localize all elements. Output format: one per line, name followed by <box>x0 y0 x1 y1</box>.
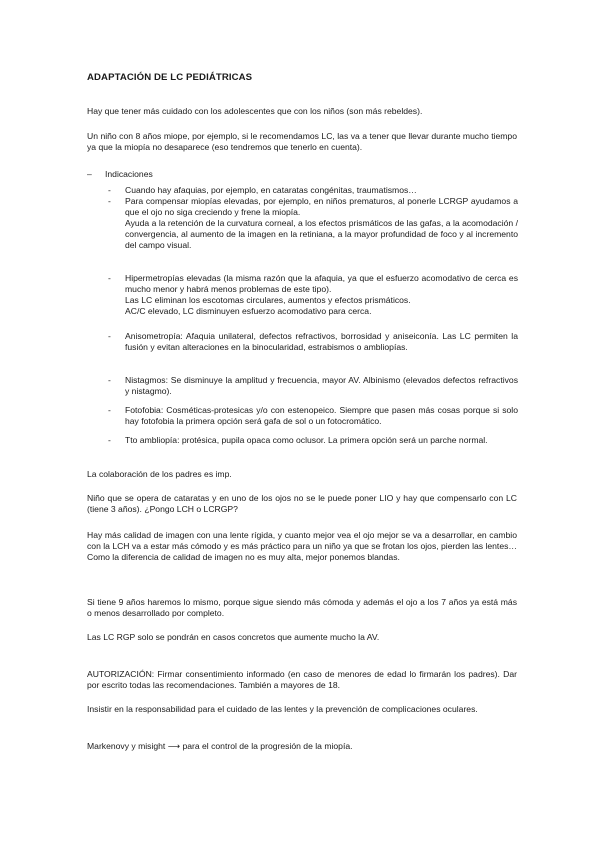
list-item-text: Para compensar miopías elevadas, por ejemplo, en niños prematuros, al ponerle LCRGP ayudamos a que el ojo no siga creciendo y frene la miopía. <box>125 196 518 217</box>
item-marker: - <box>108 185 111 195</box>
list-item <box>108 375 518 397</box>
list-item <box>108 331 518 353</box>
item-marker: - <box>108 375 111 385</box>
indicaciones-label: Indicaciones <box>105 169 153 179</box>
item-marker: - <box>108 435 111 445</box>
dash-marker: – <box>87 169 92 179</box>
list-item-text: Hipermetropías elevadas (la misma razón que la afaquia, ya que el esfuerzo acomodativo de cerca es mucho menor y habrá menos problemas de este tipo). <box>125 273 518 294</box>
last-paragraph <box>87 741 517 753</box>
list-item-text: Ayuda a la retención de la curvatura corneal, a los efectos prismáticos de las gafas, a la acomodación / convergencia, al aumento de la imagen en la retiniana, a la mayor profundidad de foco y al incremento del campo visual. <box>125 218 518 250</box>
list-item-text: Tto ambliopía: protésica, pupila opaca como oclusor. La primera opción será un parche normal. <box>125 435 488 445</box>
arrow-icon: ⟶ <box>167 742 181 752</box>
intro-paragraph-1: Hay que tener más cuidado con los adolescentes que con los niños (son más rebeldes). <box>87 106 423 116</box>
document-title: ADAPTACIÓN DE LC PEDIÁTRICAS <box>87 72 253 83</box>
list-item <box>108 435 518 446</box>
list-item-text: Anisometropía: Afaquia unilateral, defectos refractivos, borrosidad y aniseiconía. Las LC permiten la fusión y evitan alteraciones en la binocularidad, estrabismos o ambliopías. <box>125 331 518 352</box>
item-marker: - <box>108 405 111 415</box>
list-item <box>108 405 518 427</box>
list-item-text: Fotofobia: Cosméticas-protesicas y/o con estenopeico. Siempre que pasen más cosas porque si solo hay fotofobia la primera opción será gafa de sol o un fotocromático. <box>125 405 518 426</box>
list-item-text: Las LC eliminan los escotomas circulares, aumentos y efectos prismáticos. <box>125 295 411 305</box>
paragraph: Insistir en la responsabilidad para el cuidado de las lentes y la prevención de complicaciones oculares. <box>87 704 478 714</box>
list-item-text: AC/C elevado, LC disminuyen esfuerzo acomodativo para cerca. <box>125 306 372 316</box>
paragraph: Si tiene 9 años haremos lo mismo, porque sigue siendo más cómoda y además el ojo a los 7 años ya está más o menos desarrollado por completo. <box>87 597 517 618</box>
paragraph: La colaboración de los padres es imp. <box>87 469 232 479</box>
list-item <box>108 196 518 251</box>
list-item <box>108 273 518 317</box>
last-text-end: para el control de la progresión de la miopía. <box>182 741 353 751</box>
paragraph: Las LC RGP solo se pondrán en casos concretos que aumente mucho la AV. <box>87 632 380 642</box>
list-item-text: Nistagmos: Se disminuye la amplitud y frecuencia, mayor AV. Albinismo (elevados defectos refractivos y nistagmo). <box>125 375 518 396</box>
intro-paragraph-2: Un niño con 8 años miope, por ejemplo, si le recomendamos LC, las va a tener que llevar durante mucho tiempo ya que la miopía no desaparece (eso tendremos que tenerlo en cuenta). <box>87 131 517 152</box>
item-marker: - <box>108 273 111 283</box>
item-marker: - <box>108 196 111 206</box>
paragraph: Hay más calidad de imagen con una lente rígida, y cuanto mejor vea el ojo mejor se va a desarrollar, en cambio con la LCH va a estar más cómodo y es más práctico para un niño ya que se frotan los ojos, pierden las lentes… Como la diferencia de calidad de imagen no es muy alta, mejor ponemos blandas. <box>87 530 517 562</box>
paragraph: Niño que se opera de cataratas y en uno de los ojos no se le puede poner LIO y hay que compensarlo con LC (tiene 3 años). ¿Pongo LCH o LCRGP? <box>87 493 517 514</box>
list-item <box>108 185 518 196</box>
authorization-paragraph: AUTORIZACIÓN: Firmar consentimiento informado (en caso de menores de edad lo firmarán los padres). Dar por escrito todas las recomendaciones. También a mayores de 18. <box>87 669 517 690</box>
list-item-text: Cuando hay afaquias, por ejemplo, en cataratas congénitas, traumatismos… <box>125 185 417 195</box>
last-text-start: Markenovy y misight <box>87 741 166 751</box>
item-marker: - <box>108 331 111 341</box>
